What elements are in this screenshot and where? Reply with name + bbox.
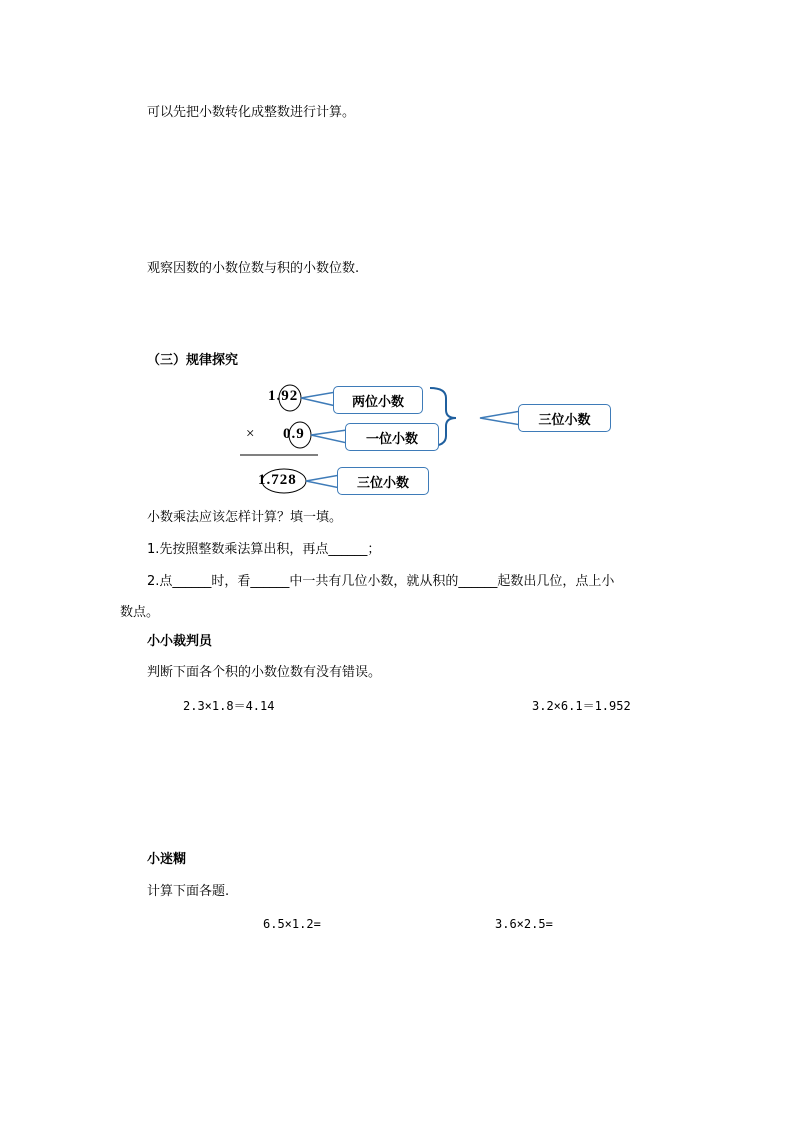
pointer-sum — [480, 411, 521, 425]
question-prompt: 小数乘法应该怎样计算？填一填。 — [147, 510, 343, 525]
intro-line-2: 观察因数的小数位数与积的小数位数. — [147, 261, 360, 276]
times-sign: × — [246, 426, 256, 442]
judge-item-1: 2.3×1.8＝4.14 — [183, 699, 275, 713]
puzzle-title: 小迷糊 — [147, 852, 187, 867]
puzzle-item-1: 6.5×1.2= — [263, 917, 321, 931]
question-step-2-line-2: 数点。 — [120, 605, 160, 620]
intro-line-1: 可以先把小数转化成整数进行计算。 — [147, 105, 356, 120]
puzzle-item-2: 3.6×2.5= — [495, 917, 553, 931]
judge-title: 小小裁判员 — [147, 634, 213, 649]
section-heading: （三）规律探究 — [147, 353, 239, 368]
pointer-factor1 — [301, 392, 336, 406]
judge-instruction: 判断下面各个积的小数位数有没有错误。 — [147, 665, 382, 680]
factor-1: 1.92 — [268, 388, 299, 404]
factor-2: 0.9 — [283, 426, 305, 442]
question-step-1: 1.先按照整数乘法算出积，再点______； — [147, 542, 381, 557]
label-factor1-decimals: 两位小数 — [333, 386, 423, 414]
label-sum-decimals: 三位小数 — [518, 404, 611, 432]
judge-item-2: 3.2×6.1＝1.952 — [532, 699, 631, 713]
label-factor2-decimals: 一位小数 — [345, 423, 439, 451]
pointer-factor2 — [311, 430, 347, 443]
product: 1.728 — [258, 472, 297, 488]
label-product-decimals: 三位小数 — [337, 467, 429, 495]
pointer-product — [306, 475, 340, 488]
puzzle-instruction: 计算下面各题. — [147, 884, 230, 899]
question-step-2-line-1: 2.点______时，看______中一共有几位小数，就从积的______起数出几位，点上小 — [147, 574, 615, 589]
